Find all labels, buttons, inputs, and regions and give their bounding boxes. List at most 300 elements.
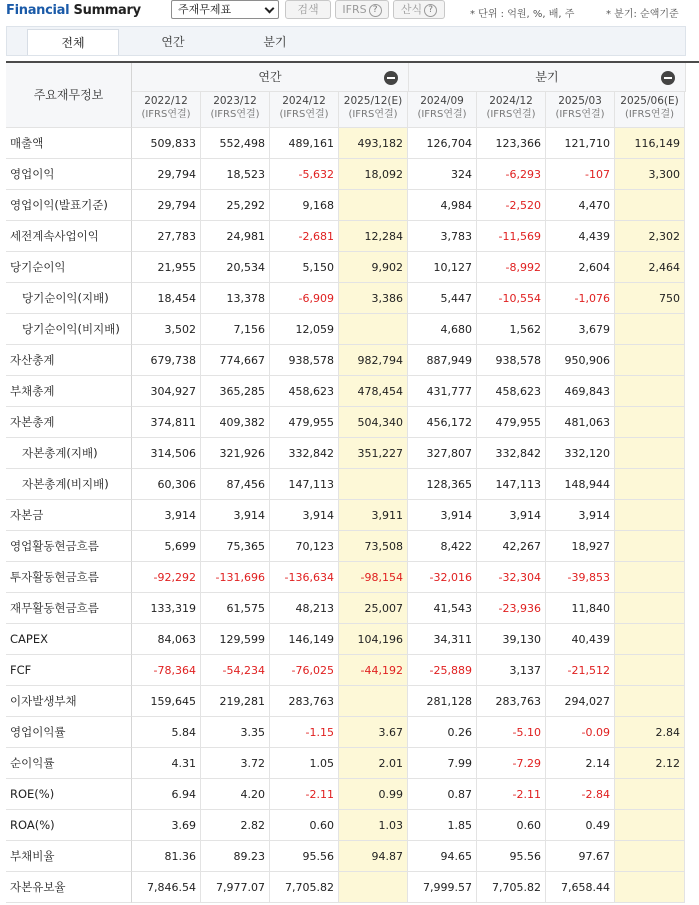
table-row (6, 593, 699, 624)
row-label[interactable]: 재무활동현금흐름 (6, 593, 132, 624)
value-cell: 679,738 (132, 345, 201, 376)
value-cell: 3,386 (339, 283, 408, 314)
value-cell: 129,599 (201, 624, 270, 655)
value-cell: -131,696 (201, 562, 270, 593)
value-cell: 3.67 (339, 717, 408, 748)
value-cell: 456,172 (408, 407, 477, 438)
table-row (6, 531, 699, 562)
value-cell: -7.29 (477, 748, 546, 779)
value-cell: 281,128 (408, 686, 477, 717)
value-cell: -2.11 (270, 779, 339, 810)
summary-toolbar (0, 0, 699, 24)
title-financial: Financial (6, 3, 70, 18)
value-cell (615, 779, 685, 810)
column-header (615, 92, 685, 128)
table-row (6, 376, 699, 407)
value-cell: 458,623 (477, 376, 546, 407)
value-cell: 3,783 (408, 221, 477, 252)
value-cell (615, 190, 685, 221)
value-cell (615, 531, 685, 562)
value-cell: 21,955 (132, 252, 201, 283)
value-cell: 24,981 (201, 221, 270, 252)
column-header (201, 92, 270, 128)
value-cell: 321,926 (201, 438, 270, 469)
column-period: 2024/12 (282, 95, 326, 107)
value-cell (339, 190, 408, 221)
row-header-title: 주요재무정보 (6, 63, 132, 128)
value-cell: 489,161 (270, 128, 339, 159)
table-row (6, 469, 699, 500)
value-cell: 39,130 (477, 624, 546, 655)
row-label[interactable]: 자본금 (6, 500, 132, 531)
value-cell: 25,007 (339, 593, 408, 624)
value-cell (339, 314, 408, 345)
value-cell: 12,059 (270, 314, 339, 345)
value-cell: 94.65 (408, 841, 477, 872)
value-cell: 3,679 (546, 314, 615, 345)
value-cell: 0.60 (477, 810, 546, 841)
table-row (6, 283, 699, 314)
value-cell: -23,936 (477, 593, 546, 624)
value-cell: 147,113 (477, 469, 546, 500)
value-cell: 3.35 (201, 717, 270, 748)
row-label: 자본총계(지배) (6, 438, 132, 469)
row-label: 자본총계(비지배) (6, 469, 132, 500)
value-cell: 4.31 (132, 748, 201, 779)
value-cell (615, 438, 685, 469)
search-button-label: 검색 (297, 3, 319, 16)
value-cell: 5,699 (132, 531, 201, 562)
row-label[interactable]: 영업이익 (6, 159, 132, 190)
period-tabs (6, 26, 686, 56)
value-cell: 94.87 (339, 841, 408, 872)
table-row (6, 438, 699, 469)
value-cell: 29,794 (132, 190, 201, 221)
value-cell: 10,127 (408, 252, 477, 283)
value-cell: 365,285 (201, 376, 270, 407)
collapse-minus-icon[interactable] (384, 71, 398, 85)
value-cell: 982,794 (339, 345, 408, 376)
value-cell: 3,502 (132, 314, 201, 345)
row-label[interactable]: 부채비율 (6, 841, 132, 872)
value-cell: 148,944 (546, 469, 615, 500)
value-cell: 324 (408, 159, 477, 190)
row-label[interactable]: CAPEX (6, 624, 132, 655)
group-quarter (409, 63, 686, 92)
row-label: 당기순이익(지배) (6, 283, 132, 314)
value-cell: 40,439 (546, 624, 615, 655)
value-cell: 283,763 (270, 686, 339, 717)
column-period: 2024/09 (420, 95, 464, 107)
value-cell: 938,578 (477, 345, 546, 376)
value-cell: 4,984 (408, 190, 477, 221)
table-row (6, 190, 699, 221)
value-cell: 332,842 (270, 438, 339, 469)
value-cell (615, 593, 685, 624)
value-cell: 351,227 (339, 438, 408, 469)
column-basis: (IFRS연결) (141, 109, 191, 120)
value-cell: 147,113 (270, 469, 339, 500)
value-cell: 481,063 (546, 407, 615, 438)
value-cell: -136,634 (270, 562, 339, 593)
value-cell: 283,763 (477, 686, 546, 717)
value-cell: 2.82 (201, 810, 270, 841)
table-row (6, 655, 699, 686)
row-label[interactable]: 자본총계 (6, 407, 132, 438)
value-cell: 7,705.82 (270, 872, 339, 903)
row-label[interactable]: 세전계속사업이익 (6, 221, 132, 252)
value-cell: 1.05 (270, 748, 339, 779)
row-label[interactable]: 투자활동현금흐름 (6, 562, 132, 593)
value-cell: 3,914 (546, 500, 615, 531)
table-row (6, 159, 699, 190)
column-period: 2023/12 (213, 95, 257, 107)
value-cell: 2,604 (546, 252, 615, 283)
value-cell: 314,506 (132, 438, 201, 469)
tab-annual-label: 연간 (161, 35, 185, 49)
value-cell: -0.09 (546, 717, 615, 748)
value-cell: 4,680 (408, 314, 477, 345)
table-row (6, 841, 699, 872)
title-summary: Summary (73, 3, 141, 18)
value-cell: 27,783 (132, 221, 201, 252)
question-icon: ? (424, 4, 437, 17)
value-cell: 493,182 (339, 128, 408, 159)
value-cell (339, 469, 408, 500)
value-cell: 5.84 (132, 717, 201, 748)
value-cell: 89.23 (201, 841, 270, 872)
table-row (6, 221, 699, 252)
table-row (6, 252, 699, 283)
value-cell: 7,156 (201, 314, 270, 345)
value-cell: 116,149 (615, 128, 685, 159)
value-cell: 75,365 (201, 531, 270, 562)
value-cell: 3,300 (615, 159, 685, 190)
value-cell: 479,955 (270, 407, 339, 438)
row-label[interactable]: 순이익률 (6, 748, 132, 779)
column-period: 2022/12 (144, 95, 188, 107)
value-cell: 12,284 (339, 221, 408, 252)
value-cell: 3,914 (201, 500, 270, 531)
value-cell: -2,681 (270, 221, 339, 252)
value-cell: 479,955 (477, 407, 546, 438)
formula-help-button[interactable] (393, 0, 445, 19)
value-cell: 61,575 (201, 593, 270, 624)
value-cell: 7,977.07 (201, 872, 270, 903)
period-note: * 분기: 순액기준 (606, 9, 679, 20)
value-cell: 504,340 (339, 407, 408, 438)
value-cell (615, 624, 685, 655)
value-cell: 41,543 (408, 593, 477, 624)
value-cell: -10,554 (477, 283, 546, 314)
value-cell: 34,311 (408, 624, 477, 655)
value-cell: 9,902 (339, 252, 408, 283)
value-cell: 2,464 (615, 252, 685, 283)
value-cell: 0.26 (408, 717, 477, 748)
value-cell: -6,293 (477, 159, 546, 190)
value-cell: 18,454 (132, 283, 201, 314)
search-button[interactable] (285, 0, 331, 19)
row-label[interactable]: 영업활동현금흐름 (6, 531, 132, 562)
value-cell: 3,911 (339, 500, 408, 531)
row-label[interactable]: 자산총계 (6, 345, 132, 376)
value-cell: 552,498 (201, 128, 270, 159)
value-cell: 478,454 (339, 376, 408, 407)
value-cell: 938,578 (270, 345, 339, 376)
unit-note: * 단위 : 억원, %, 배, 주 (470, 9, 575, 20)
row-label[interactable]: ROA(%) (6, 810, 132, 841)
row-label[interactable]: FCF (6, 655, 132, 686)
ifrs-label: IFRS (342, 3, 367, 16)
table-row (6, 314, 699, 345)
value-cell: 332,842 (477, 438, 546, 469)
value-cell: 25,292 (201, 190, 270, 221)
column-header (477, 92, 546, 128)
row-label[interactable]: ROE(%) (6, 779, 132, 810)
value-cell: 327,807 (408, 438, 477, 469)
column-basis: (IFRS연결) (417, 109, 467, 120)
table-row (6, 562, 699, 593)
value-cell: 133,319 (132, 593, 201, 624)
value-cell: -1.15 (270, 717, 339, 748)
value-cell: -32,016 (408, 562, 477, 593)
table-row (6, 128, 699, 159)
value-cell: 18,523 (201, 159, 270, 190)
value-cell: 42,267 (477, 531, 546, 562)
value-cell: -107 (546, 159, 615, 190)
value-cell: 3,914 (408, 500, 477, 531)
tab-quarter[interactable] (229, 29, 321, 55)
collapse-minus-icon[interactable] (661, 71, 675, 85)
value-cell: 509,833 (132, 128, 201, 159)
value-cell (615, 686, 685, 717)
value-cell: -21,512 (546, 655, 615, 686)
column-header (408, 92, 477, 128)
column-basis: (IFRS연결) (348, 109, 398, 120)
value-cell: 5,447 (408, 283, 477, 314)
value-cell: 11,840 (546, 593, 615, 624)
value-cell: -1,076 (546, 283, 615, 314)
value-cell: 123,366 (477, 128, 546, 159)
column-header (546, 92, 615, 128)
value-cell: 3.72 (201, 748, 270, 779)
value-cell: 126,704 (408, 128, 477, 159)
column-period: 2025/12(E) (343, 95, 403, 107)
table-row (6, 872, 699, 903)
value-cell (615, 872, 685, 903)
value-cell: 431,777 (408, 376, 477, 407)
table-row (6, 748, 699, 779)
value-cell: 0.87 (408, 779, 477, 810)
value-cell: 1.85 (408, 810, 477, 841)
value-cell: 29,794 (132, 159, 201, 190)
value-cell: 95.56 (270, 841, 339, 872)
financial-summary-table (6, 61, 699, 894)
table-row (6, 810, 699, 841)
row-label[interactable]: 매출액 (6, 128, 132, 159)
tab-all[interactable] (27, 29, 119, 55)
value-cell: 128,365 (408, 469, 477, 500)
value-cell: 774,667 (201, 345, 270, 376)
column-period: 2024/12 (489, 95, 533, 107)
value-cell: 121,710 (546, 128, 615, 159)
value-cell: -54,234 (201, 655, 270, 686)
column-header (270, 92, 339, 128)
value-cell: 60,306 (132, 469, 201, 500)
value-cell: 6.94 (132, 779, 201, 810)
value-cell: 7,846.54 (132, 872, 201, 903)
chevron-down-icon (265, 4, 275, 14)
value-cell: 7,658.44 (546, 872, 615, 903)
value-cell (615, 841, 685, 872)
column-period: 2025/06(E) (620, 95, 679, 107)
value-cell: 20,534 (201, 252, 270, 283)
statement-type-select[interactable] (171, 0, 279, 19)
value-cell: -11,569 (477, 221, 546, 252)
value-cell: 0.99 (339, 779, 408, 810)
tab-annual[interactable] (127, 29, 219, 55)
value-cell (615, 810, 685, 841)
value-cell: -44,192 (339, 655, 408, 686)
value-cell: 0.49 (546, 810, 615, 841)
value-cell: 70,123 (270, 531, 339, 562)
value-cell: 2.84 (615, 717, 685, 748)
value-cell: 84,063 (132, 624, 201, 655)
value-cell: -98,154 (339, 562, 408, 593)
column-period: 2025/03 (558, 95, 602, 107)
column-basis: (IFRS연결) (486, 109, 536, 120)
value-cell: 2,302 (615, 221, 685, 252)
formula-label: 산식 (400, 3, 423, 16)
row-label[interactable]: 영업이익률 (6, 717, 132, 748)
value-cell: 73,508 (339, 531, 408, 562)
value-cell: 3,137 (477, 655, 546, 686)
tab-all-label: 전체 (61, 36, 85, 50)
value-cell: 4,439 (546, 221, 615, 252)
value-cell: 0.60 (270, 810, 339, 841)
table-row (6, 686, 699, 717)
value-cell (615, 345, 685, 376)
value-cell: -2.84 (546, 779, 615, 810)
value-cell: 409,382 (201, 407, 270, 438)
column-basis: (IFRS연결) (210, 109, 260, 120)
value-cell: 219,281 (201, 686, 270, 717)
value-cell: 146,149 (270, 624, 339, 655)
value-cell: 5,150 (270, 252, 339, 283)
value-cell (615, 376, 685, 407)
value-cell: -5,632 (270, 159, 339, 190)
table-row (6, 500, 699, 531)
row-label[interactable]: 이자발생부채 (6, 686, 132, 717)
value-cell: 7,705.82 (477, 872, 546, 903)
value-cell (615, 500, 685, 531)
value-cell: 750 (615, 283, 685, 314)
value-cell: 3.69 (132, 810, 201, 841)
column-header (339, 92, 408, 128)
row-label: 당기순이익(비지배) (6, 314, 132, 345)
value-cell: 3,914 (270, 500, 339, 531)
value-cell: 18,092 (339, 159, 408, 190)
value-cell: -78,364 (132, 655, 201, 686)
value-cell: 13,378 (201, 283, 270, 314)
row-label[interactable]: 자본유보율 (6, 872, 132, 903)
row-label[interactable]: 당기순이익 (6, 252, 132, 283)
column-basis: (IFRS연결) (624, 109, 675, 120)
value-cell (615, 314, 685, 345)
value-cell: -5.10 (477, 717, 546, 748)
value-cell: 469,843 (546, 376, 615, 407)
column-basis: (IFRS연결) (279, 109, 329, 120)
value-cell: 4.20 (201, 779, 270, 810)
value-cell (339, 872, 408, 903)
value-cell: 950,906 (546, 345, 615, 376)
value-cell: 2.14 (546, 748, 615, 779)
table-row (6, 779, 699, 810)
value-cell: 7,999.57 (408, 872, 477, 903)
table-row (6, 345, 699, 376)
value-cell: 374,811 (132, 407, 201, 438)
value-cell: -6,909 (270, 283, 339, 314)
column-header (132, 92, 201, 128)
row-label[interactable]: 부채총계 (6, 376, 132, 407)
value-cell: 9,168 (270, 190, 339, 221)
value-cell: -32,304 (477, 562, 546, 593)
value-cell: 3,914 (132, 500, 201, 531)
value-cell: 2.12 (615, 748, 685, 779)
value-cell: 887,949 (408, 345, 477, 376)
value-cell: -2,520 (477, 190, 546, 221)
value-cell (615, 469, 685, 500)
value-cell: 7.99 (408, 748, 477, 779)
row-label[interactable]: 영업이익(발표기준) (6, 190, 132, 221)
value-cell: 458,623 (270, 376, 339, 407)
value-cell: 48,213 (270, 593, 339, 624)
value-cell: 87,456 (201, 469, 270, 500)
question-icon: ? (369, 4, 382, 17)
value-cell: 81.36 (132, 841, 201, 872)
tab-quarter-label: 분기 (263, 35, 287, 49)
table-row (6, 717, 699, 748)
value-cell: 104,196 (339, 624, 408, 655)
value-cell: 3,914 (477, 500, 546, 531)
value-cell: 332,120 (546, 438, 615, 469)
value-cell: -39,853 (546, 562, 615, 593)
ifrs-help-button[interactable] (335, 0, 389, 19)
group-quarter-label: 분기 (535, 70, 559, 84)
value-cell: 18,927 (546, 531, 615, 562)
value-cell: -8,992 (477, 252, 546, 283)
statement-type-value: 주재무제표 (178, 3, 232, 16)
value-cell: -76,025 (270, 655, 339, 686)
value-cell: -2.11 (477, 779, 546, 810)
value-cell: 159,645 (132, 686, 201, 717)
value-cell (615, 655, 685, 686)
page-title (6, 3, 141, 18)
value-cell (615, 562, 685, 593)
table-row (6, 407, 699, 438)
value-cell: 97.67 (546, 841, 615, 872)
value-cell (615, 407, 685, 438)
column-basis: (IFRS연결) (555, 109, 605, 120)
value-cell: -25,889 (408, 655, 477, 686)
value-cell: 4,470 (546, 190, 615, 221)
value-cell: 1,562 (477, 314, 546, 345)
value-cell: -92,292 (132, 562, 201, 593)
value-cell: 294,027 (546, 686, 615, 717)
value-cell: 2.01 (339, 748, 408, 779)
value-cell: 304,927 (132, 376, 201, 407)
value-cell: 1.03 (339, 810, 408, 841)
